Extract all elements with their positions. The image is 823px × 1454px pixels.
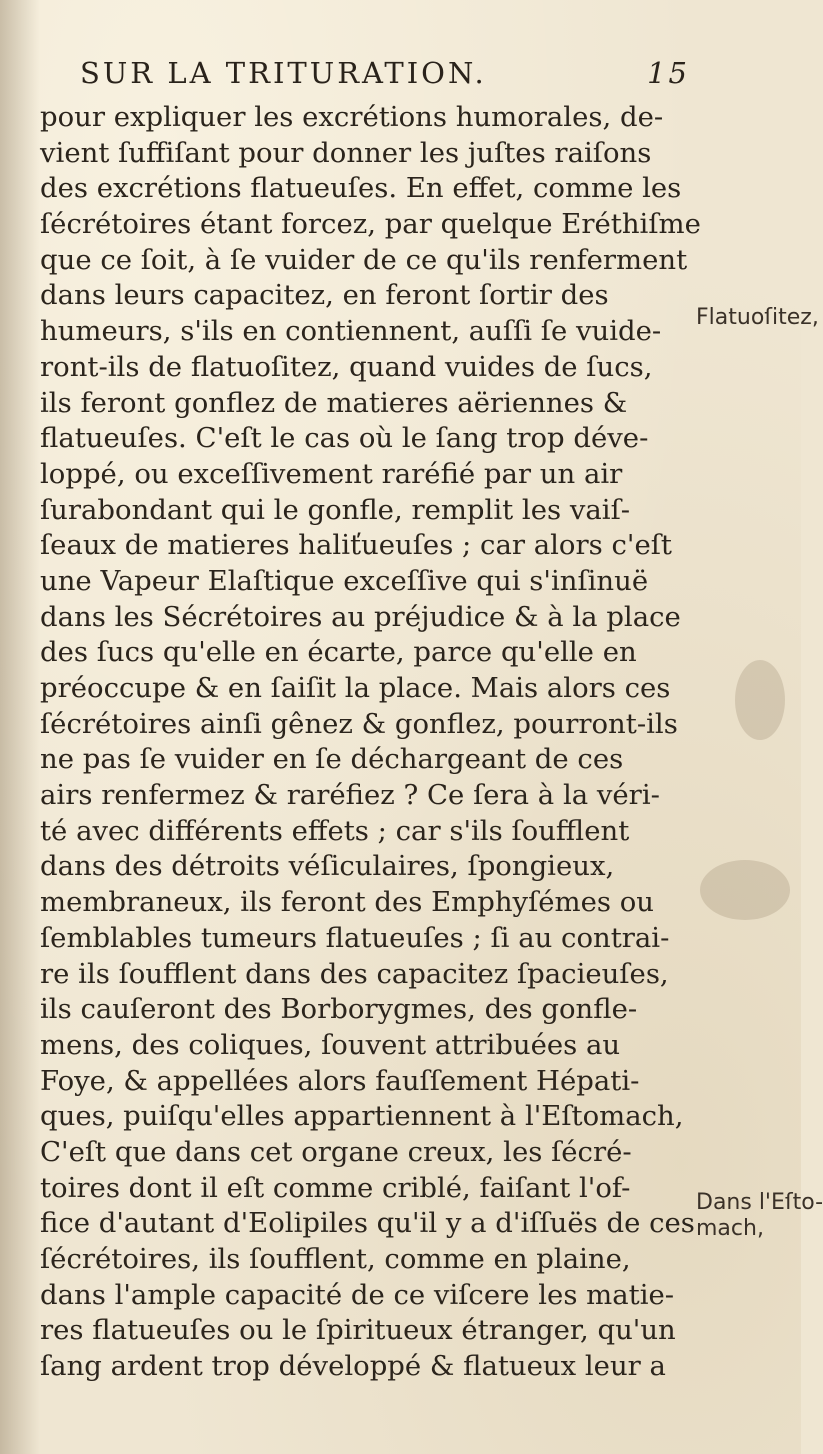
text-line: Foye, & appellées alors fauſſement Hépati- <box>40 1064 640 1097</box>
text-line: res flatueuſes ou le ſpiritueux étranger, qu'un <box>40 1314 676 1347</box>
text-line: ils cauſeront des Borborygmes, des gonfle- <box>40 993 638 1026</box>
text-line: des ſucs qu'elle en écarte, parce qu'elle en <box>40 636 637 669</box>
running-head <box>80 56 690 96</box>
text-line: membraneux, ils feront des Emphyſémes ou <box>40 886 655 919</box>
text-line: fice d'autant d'Eolipiles qu'il y a d'iſſuës de ces <box>40 1207 695 1240</box>
text-line: mens, des coliques, ſouvent attribuées au <box>40 1028 621 1061</box>
running-head-title: SUR LA TRITURATION. <box>80 56 487 90</box>
page-number: 15 <box>647 56 690 90</box>
text-line: té avec différents effets ; car s'ils ſoufflent <box>40 814 630 847</box>
margin-note-line: mach, <box>696 1216 764 1241</box>
text-line: ſécrétoires ainſi gênez & gonflez, pourront-ils <box>40 707 678 740</box>
text-line: airs renfermez & raréfiez ? Ce ſera à la véri- <box>40 779 660 812</box>
text-line: ſemblables tumeurs flatueuſes ; ſi au contrai- <box>40 921 670 954</box>
paper-stain <box>735 660 785 740</box>
margin-note-estomach <box>696 1190 823 1242</box>
text-line: C'eſt que dans cet organe creux, les ſécré- <box>40 1135 632 1168</box>
margin-note-flatuosites: Flatuoſitez, <box>696 305 819 330</box>
text-line: ils feront gonflez de matieres aëriennes & <box>40 386 628 419</box>
margin-note-line: Dans l'Eſto- <box>696 1190 823 1215</box>
text-line: ne pas ſe vuider en ſe déchargeant de ces <box>40 743 624 776</box>
text-line: ſécrétoires étant forcez, par quelque Eréthiſme <box>40 208 701 241</box>
text-line: dans les Sécrétoires au préjudice & à la place <box>40 600 681 633</box>
text-line: ſurabondant qui le gonfle, remplit les vaiſ- <box>40 493 631 526</box>
page-gutter-shadow <box>0 0 40 1454</box>
text-line: ſeaux de matieres haliťueuſes ; car alors c'eſt <box>40 529 672 562</box>
text-line: ſang ardent trop développé & flatueux leur a <box>40 1350 666 1383</box>
text-line: loppé, ou exceſſivement raréfié par un air <box>40 457 623 490</box>
text-line: toires dont il eſt comme criblé, faiſant l'of- <box>40 1171 631 1204</box>
paper-stain <box>700 860 790 920</box>
text-line: ront-ils de flatuoſitez, quand vuides de ſucs, <box>40 350 653 383</box>
text-line: vient ſuffiſant pour donner les juſtes raiſons <box>40 136 652 169</box>
body-text <box>40 100 700 1385</box>
text-line: dans des détroits véſiculaires, ſpongieux, <box>40 850 615 883</box>
text-line: préoccupe & en ſaiſit la place. Mais alors ces <box>40 672 671 704</box>
text-line: flatueuſes. C'eſt le cas où le ſang trop déve- <box>40 422 649 455</box>
text-line: ſécrétoires, ils ſoufflent, comme en plaine, <box>40 1243 631 1275</box>
text-line: une Vapeur Elaſtique exceſſive qui s'inſinuë <box>40 564 649 597</box>
text-line: dans l'ample capacité de ce viſcere les matie- <box>40 1278 675 1311</box>
text-line: des excrétions flatueuſes. En effet, comme les <box>40 172 682 205</box>
text-line: dans leurs capacitez, en feront ſortir des <box>40 279 609 312</box>
text-line: re ils ſoufflent dans des capacitez ſpacieuſes, <box>40 957 669 990</box>
text-line: ques, puiſqu'elles appartiennent à l'Eſtomach, <box>40 1100 684 1133</box>
text-line: humeurs, s'ils en contiennent, auſſi ſe vuide- <box>40 315 662 348</box>
text-line: que ce ſoit, à ſe vuider de ce qu'ils renferment <box>40 243 688 276</box>
text-line: pour expliquer les excrétions humorales, de- <box>40 101 664 133</box>
